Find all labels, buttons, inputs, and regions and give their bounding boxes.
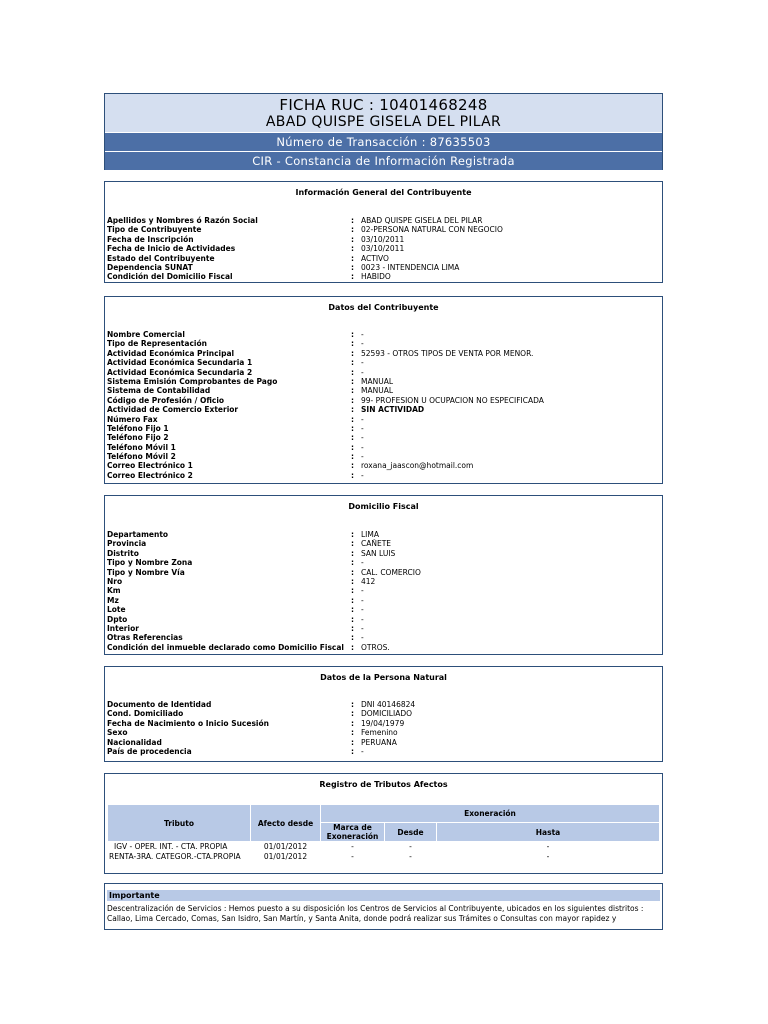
field-label: Correo Electrónico 2 [107, 470, 193, 480]
field-separator: : [351, 423, 354, 433]
field-separator: : [351, 225, 354, 235]
field-value: ABAD QUISPE GISELA DEL PILAR [361, 216, 483, 225]
info-row [107, 747, 660, 756]
field-separator: : [351, 605, 354, 615]
header-title-block [105, 94, 662, 132]
col-header-exoneracion: Exoneración [321, 805, 659, 822]
field-label: Fecha de Nacimiento o Inicio Sucesión [107, 718, 269, 728]
field-value: - [361, 442, 364, 452]
general-info-rows [107, 216, 660, 282]
field-label: Actividad de Comercio Exterior [107, 405, 239, 415]
info-row [107, 461, 660, 470]
field-label: Sistema Emisión Comprobantes de Pago [107, 376, 278, 386]
constancia-label: CIR - Constancia de Información Registrada [105, 151, 662, 170]
field-value: - [361, 452, 364, 462]
info-row [107, 643, 660, 652]
info-row [107, 254, 660, 263]
field-label: Documento de Identidad [107, 700, 212, 709]
section-title: Información General del Contribuyente [295, 188, 472, 197]
field-label: Teléfono Fijo 2 [107, 433, 169, 443]
field-separator: : [351, 234, 354, 244]
info-row [107, 263, 660, 272]
general-info-section [104, 181, 663, 283]
field-separator: : [351, 539, 354, 549]
field-label: Dependencia SUNAT [107, 262, 193, 272]
info-row [107, 596, 660, 605]
field-value: 99- PROFESION U OCUPACION NO ESPECIFICADA [361, 395, 544, 405]
field-label: Actividad Económica Secundaria 1 [107, 358, 253, 368]
field-separator: : [351, 746, 354, 756]
field-value: - [361, 433, 364, 443]
info-row [107, 272, 660, 281]
section-title: Datos de la Persona Natural [320, 673, 447, 682]
field-label: Actividad Económica Secundaria 2 [107, 367, 253, 377]
field-label: Distrito [107, 548, 139, 558]
field-separator: : [351, 595, 354, 605]
field-separator: : [351, 216, 354, 225]
field-label: Otras Referencias [107, 633, 183, 643]
field-separator: : [351, 330, 354, 339]
field-value: 02-PERSONA NATURAL CON NEGOCIO [361, 225, 503, 235]
field-label: Km [107, 586, 121, 596]
field-separator: : [351, 461, 354, 471]
info-row [107, 577, 660, 586]
field-label: Teléfono Móvil 2 [107, 452, 176, 462]
field-label: Fecha de Inicio de Actividades [107, 244, 236, 254]
cell-afecto: 01/01/2012 [263, 842, 308, 851]
col-header-afecto: Afecto desde [251, 805, 320, 841]
cell-afecto: 01/01/2012 [263, 852, 308, 861]
info-row [107, 539, 660, 548]
info-row [107, 471, 660, 480]
field-value: DOMICILIADO [361, 709, 413, 719]
ficha-header [104, 93, 663, 170]
section-title: Registro de Tributos Afectos [319, 780, 448, 789]
fiscal-address-section [104, 495, 663, 655]
field-separator: : [351, 470, 354, 480]
field-separator: : [351, 244, 354, 254]
field-value: 03/10/2011 [361, 244, 405, 254]
cell-desde: - [409, 852, 412, 861]
field-separator: : [351, 530, 354, 539]
info-row [107, 719, 660, 728]
cell-tributo: IGV - OPER. INT. - CTA. PROPIA [114, 842, 228, 851]
field-separator: : [351, 737, 354, 747]
field-separator: : [351, 623, 354, 633]
field-value: - [361, 423, 364, 433]
field-value: - [361, 414, 364, 424]
table-row [108, 842, 659, 851]
natural-person-rows [107, 700, 660, 756]
taxes-section [104, 773, 663, 874]
field-value: - [361, 367, 364, 377]
field-value: - [361, 558, 364, 568]
info-row [107, 368, 660, 377]
field-label: Nacionalidad [107, 737, 162, 747]
field-value: 412 [361, 576, 376, 586]
field-value: - [361, 595, 364, 605]
info-row [107, 415, 660, 424]
field-label: Condición del inmueble declarado como Domicilio Fiscal [107, 642, 345, 652]
section-title: Datos del Contribuyente [328, 303, 439, 312]
info-row [107, 738, 660, 747]
important-title: Importante [107, 890, 660, 901]
field-separator: : [351, 386, 354, 396]
taxpayer-name-title: ABAD QUISPE GISELA DEL PILAR [265, 114, 502, 130]
col-header-tributo: Tributo [108, 805, 250, 841]
field-value: - [361, 358, 364, 368]
field-separator: : [351, 548, 354, 558]
field-separator: : [351, 728, 354, 738]
info-row [107, 349, 660, 358]
field-separator: : [351, 395, 354, 405]
field-label: Fecha de Inscripción [107, 234, 194, 244]
field-separator: : [351, 348, 354, 358]
important-notice [104, 883, 663, 930]
table-row [108, 852, 659, 861]
field-value: Femenino [361, 728, 398, 738]
field-value: 0023 - INTENDENCIA LIMA [361, 262, 460, 272]
field-value: CAÑETE [361, 539, 392, 549]
field-label: Correo Electrónico 1 [107, 461, 193, 471]
field-separator: : [351, 642, 354, 652]
field-label: Lote [107, 605, 126, 615]
natural-person-section [104, 666, 663, 762]
info-row [107, 558, 660, 567]
field-separator: : [351, 558, 354, 568]
cell-marca: - [351, 852, 354, 861]
info-row [107, 358, 660, 367]
field-label: Teléfono Móvil 1 [107, 442, 176, 452]
field-value: 03/10/2011 [361, 234, 405, 244]
field-value: - [361, 586, 364, 596]
info-row [107, 452, 660, 461]
field-separator: : [351, 339, 354, 349]
info-row [107, 386, 660, 395]
info-row [107, 633, 660, 642]
field-value: SAN LUIS [361, 548, 396, 558]
field-label: Mz [107, 595, 119, 605]
field-value: - [361, 746, 364, 756]
taxes-table [107, 804, 660, 862]
field-value: - [361, 605, 364, 615]
info-row [107, 216, 660, 225]
field-label: Tipo y Nombre Zona [107, 558, 193, 568]
field-label: Estado del Contribuyente [107, 253, 215, 263]
field-separator: : [351, 433, 354, 443]
info-row [107, 225, 660, 234]
col-header-hasta: Hasta [437, 823, 659, 841]
field-label: Tipo de Contribuyente [107, 225, 202, 235]
info-row [107, 235, 660, 244]
field-label: Provincia [107, 539, 147, 549]
taxpayer-data-rows [107, 330, 660, 480]
info-row [107, 586, 660, 595]
field-separator: : [351, 405, 354, 415]
field-value: SIN ACTIVIDAD [361, 405, 425, 415]
field-value: MANUAL [361, 376, 394, 386]
cell-tributo: RENTA-3RA. CATEGOR.-CTA.PROPIA [109, 852, 241, 861]
cell-desde: - [409, 842, 412, 851]
section-title: Domicilio Fiscal [348, 502, 419, 511]
field-label: Cond. Domiciliado [107, 709, 184, 719]
field-separator: : [351, 700, 354, 709]
cell-hasta: - [546, 842, 550, 851]
field-separator: : [351, 442, 354, 452]
info-row [107, 728, 660, 737]
field-separator: : [351, 452, 354, 462]
field-label: Actividad Económica Principal [107, 348, 235, 358]
field-label: Tipo y Nombre Vía [107, 567, 185, 577]
field-separator: : [351, 358, 354, 368]
field-label: Nombre Comercial [107, 330, 185, 339]
field-value: MANUAL [361, 386, 394, 396]
transaction-number: Número de Transacción : 87635503 [105, 132, 662, 151]
field-separator: : [351, 253, 354, 263]
info-row [107, 339, 660, 348]
info-row [107, 624, 660, 633]
field-separator: : [351, 367, 354, 377]
field-label: Nro [107, 576, 123, 586]
field-value: 52593 - OTROS TIPOS DE VENTA POR MENOR. [361, 348, 534, 358]
field-label: Tipo de Representación [107, 339, 207, 349]
field-separator: : [351, 718, 354, 728]
field-label: Número Fax [107, 414, 158, 424]
field-label: País de procedencia [107, 746, 192, 756]
field-label: Dpto [107, 614, 128, 624]
field-label: Código de Profesión / Oficio [107, 395, 225, 405]
info-row [107, 530, 660, 539]
field-value: roxana_jaascon@hotmail.com [361, 461, 474, 471]
field-value: LIMA [361, 530, 379, 539]
col-header-marca: Marca de Exoneración [321, 823, 384, 841]
cell-hasta: - [546, 852, 550, 861]
field-value: - [361, 470, 364, 480]
field-value: OTROS. [361, 642, 390, 652]
field-separator: : [351, 272, 354, 282]
field-value: ACTIVO [361, 253, 389, 263]
field-separator: : [351, 633, 354, 643]
info-row [107, 700, 660, 709]
info-row [107, 443, 660, 452]
field-value: CAL. COMERCIO [361, 567, 421, 577]
info-row [107, 605, 660, 614]
info-row [107, 396, 660, 405]
field-value: 19/04/1979 [361, 718, 405, 728]
field-label: Sistema de Contabilidad [107, 386, 211, 396]
important-text: Descentralización de Servicios : Hemos puesto a su disposición los Centros de Servicios al Contribuyente, ubicados en los siguientes distritos : Callao, Lima Cercado, Comas, San Isidro, San Martín, y Santa Anita, donde podrá realizar sus Trámites o Consultas con mayor rapidez y [107, 904, 644, 923]
ficha-ruc-title: FICHA RUC : 10401468248 [279, 96, 488, 114]
field-separator: : [351, 376, 354, 386]
info-row [107, 615, 660, 624]
field-label: Interior [107, 623, 139, 633]
cell-marca: - [351, 842, 354, 851]
field-value: DNI 40146824 [361, 700, 416, 709]
col-header-desde: Desde [385, 823, 436, 841]
field-value: HABIDO [361, 272, 391, 282]
fiscal-address-rows [107, 530, 660, 652]
field-separator: : [351, 262, 354, 272]
info-row [107, 377, 660, 386]
field-label: Sexo [107, 728, 128, 738]
field-value: - [361, 339, 364, 349]
field-label: Teléfono Fijo 1 [107, 423, 169, 433]
field-value: - [361, 633, 364, 643]
field-separator: : [351, 709, 354, 719]
field-value: - [361, 623, 364, 633]
taxpayer-data-section [104, 296, 663, 484]
field-value: - [361, 330, 364, 339]
field-label: Condición del Domicilio Fiscal [107, 272, 233, 282]
info-row [107, 568, 660, 577]
info-row [107, 244, 660, 253]
field-value: - [361, 614, 364, 624]
info-row [107, 433, 660, 442]
info-row [107, 405, 660, 414]
field-separator: : [351, 567, 354, 577]
field-separator: : [351, 614, 354, 624]
field-value: PERUANA [361, 737, 397, 747]
field-label: Departamento [107, 530, 169, 539]
field-label: Apellidos y Nombres ó Razón Social [107, 216, 258, 225]
info-row [107, 709, 660, 718]
info-row [107, 424, 660, 433]
field-separator: : [351, 586, 354, 596]
info-row [107, 549, 660, 558]
field-separator: : [351, 576, 354, 586]
info-row [107, 330, 660, 339]
field-separator: : [351, 414, 354, 424]
